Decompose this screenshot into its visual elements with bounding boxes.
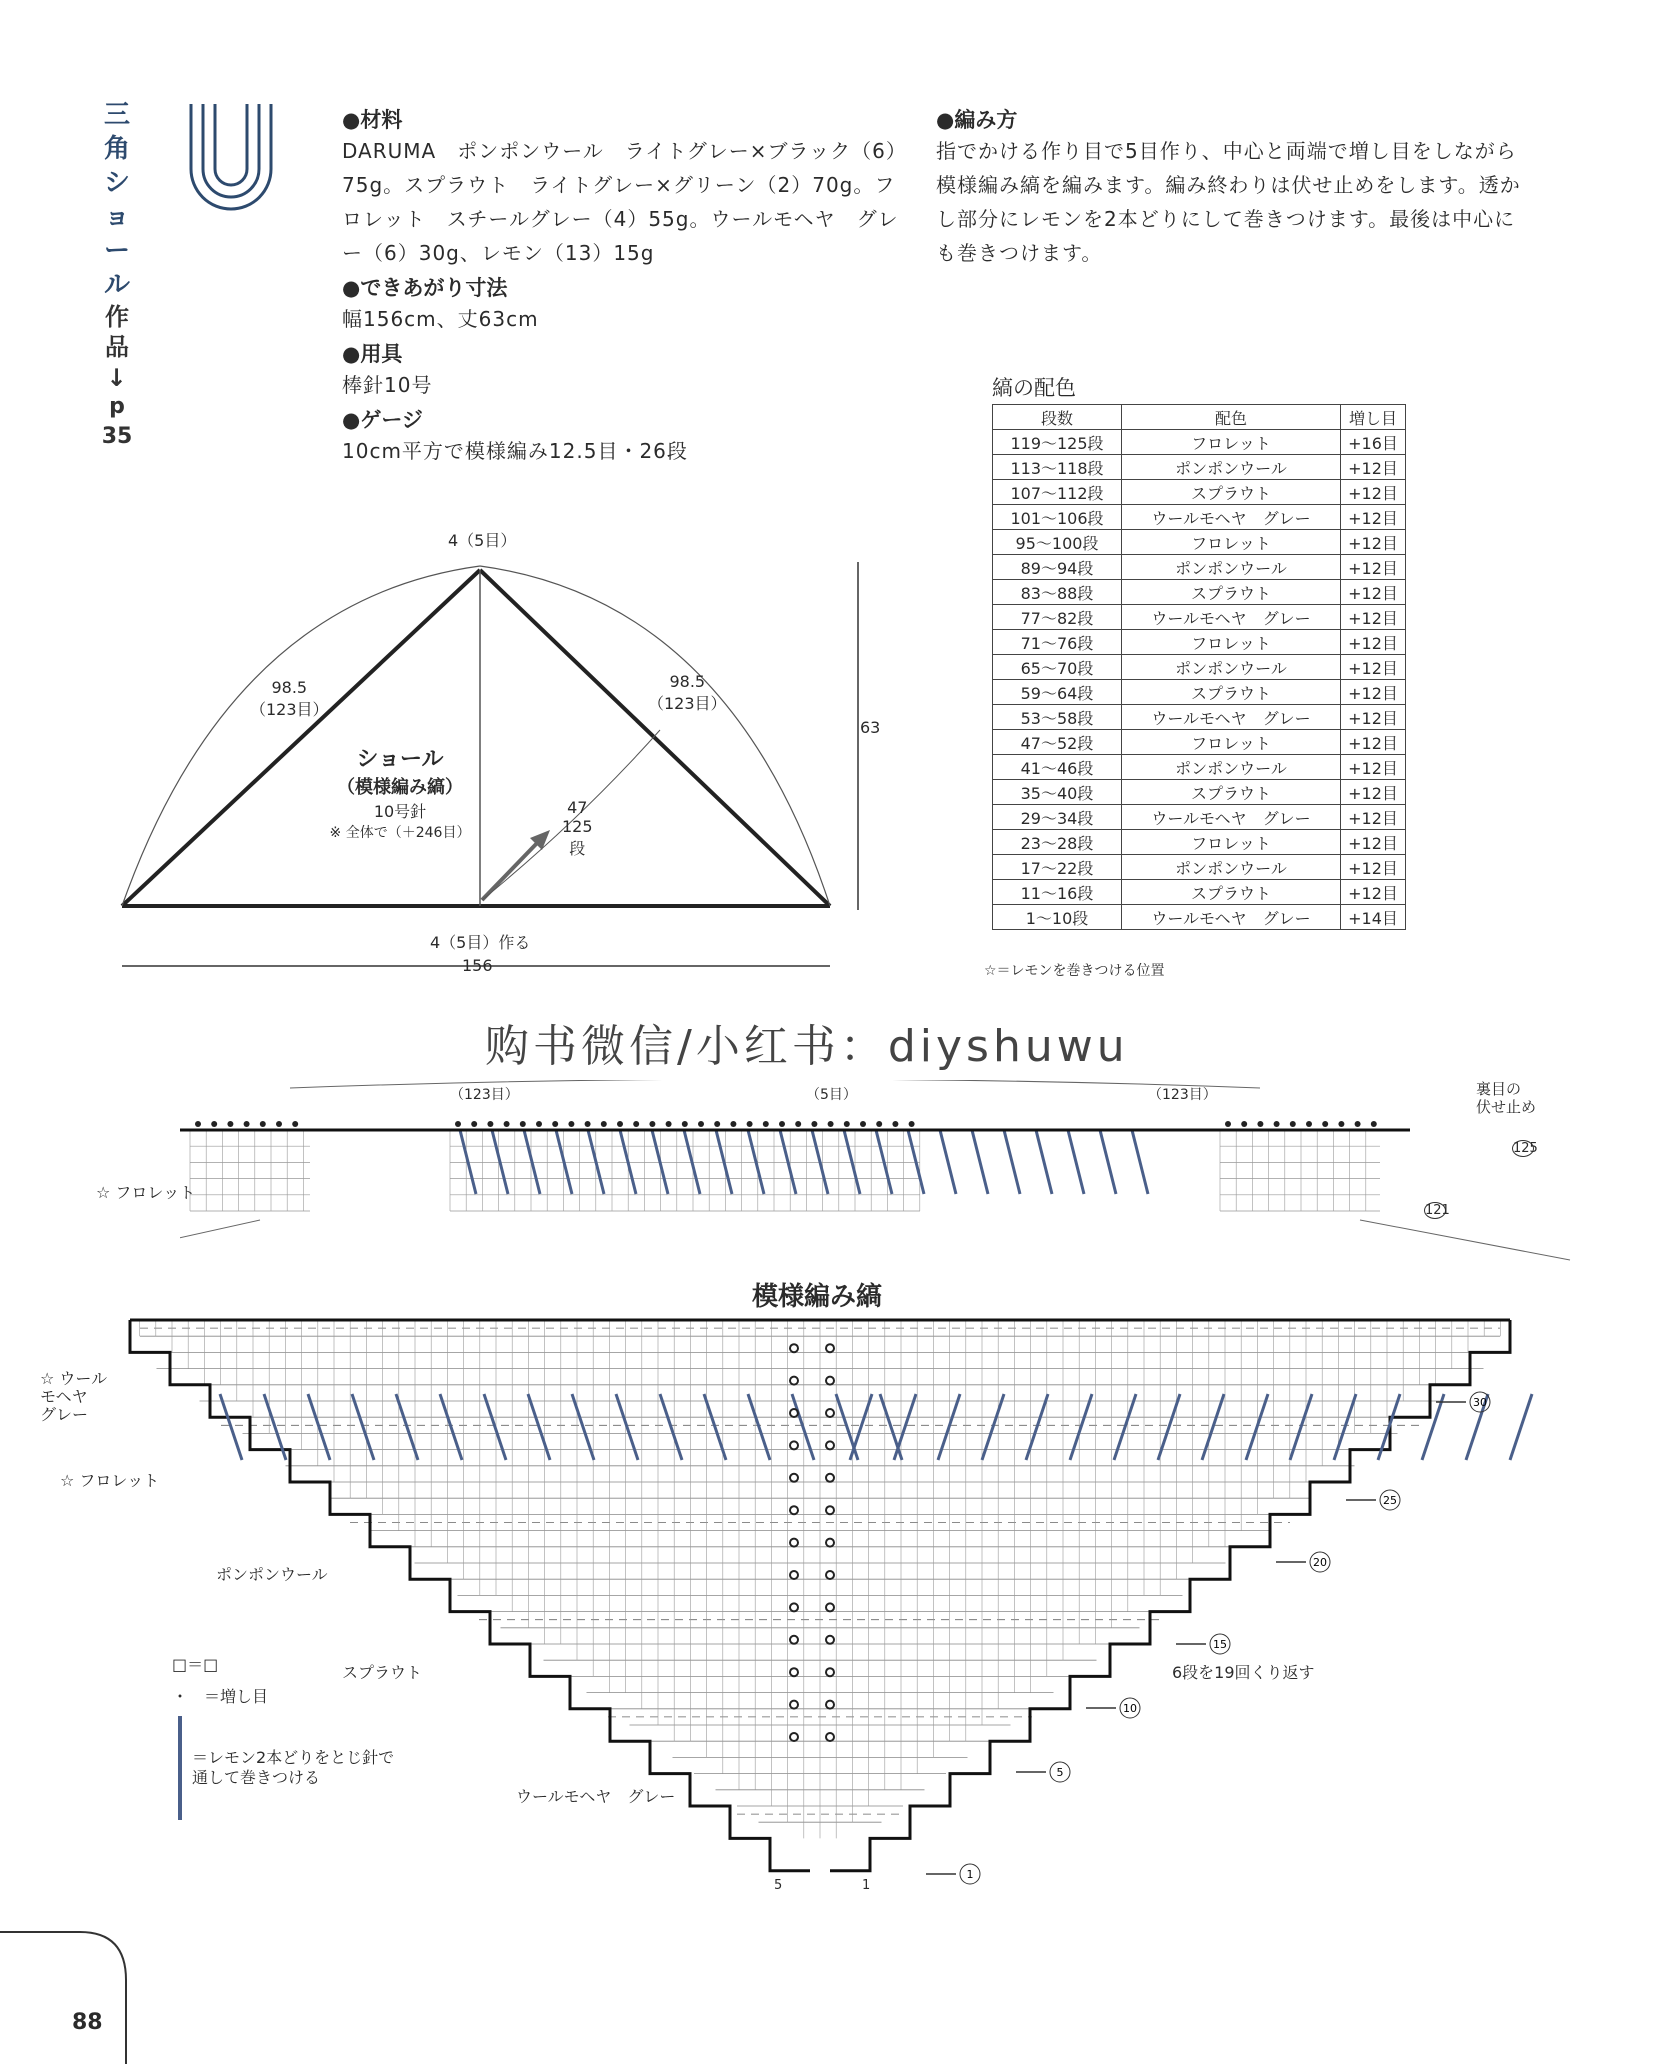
row-marker-number: 25 [1383, 1494, 1397, 1507]
stripe-rows-cell: 101〜106段 [993, 505, 1122, 530]
bind-off-dot [1225, 1121, 1231, 1127]
increase-mark [826, 1409, 834, 1417]
top-lemon-wrap [1132, 1130, 1148, 1194]
bind-off-dot [260, 1121, 266, 1127]
increase-mark [790, 1539, 798, 1547]
gauge-heading: ●ゲージ [342, 408, 423, 432]
bind-off-dot [795, 1121, 801, 1127]
label-floret: ☆ フロレット [60, 1471, 160, 1490]
left-edge-cm: 98.5 [271, 678, 308, 697]
stripe-color-cell: ウールモヘヤ グレー [1122, 905, 1341, 930]
lemon-wrap-line [220, 1394, 242, 1460]
stripe-row [993, 455, 1406, 480]
stripe-increase-cell: +12目 [1341, 755, 1406, 780]
guide-right [1360, 1220, 1570, 1260]
stripe-color-cell: ポンポンウール [1122, 855, 1341, 880]
stripe-rows-cell: 77〜82段 [993, 605, 1122, 630]
stripe-row [993, 430, 1406, 455]
center-len: 47 [567, 798, 588, 817]
lemon-wrap-line [528, 1394, 550, 1460]
stripe-increase-cell: +12目 [1341, 655, 1406, 680]
increase-mark [826, 1603, 834, 1611]
stripe-table-note: ☆＝レモンを巻きつける位置 [984, 963, 1165, 979]
top-lemon-wrap [748, 1130, 764, 1194]
shawl-pattern: （模様編み縞） [337, 777, 463, 798]
size-heading: ●できあがり寸法 [342, 276, 508, 300]
stripe-row [993, 680, 1406, 705]
bind-off-dot [568, 1121, 574, 1127]
bind-off-dot [714, 1121, 720, 1127]
bind-off-dot [747, 1121, 753, 1127]
bind-off-dot [536, 1121, 542, 1127]
top-lemon-wrap [908, 1130, 924, 1194]
main-chart [90, 1310, 1570, 1890]
increase-mark [790, 1506, 798, 1514]
lemon-wrap-line [1290, 1394, 1312, 1460]
increase-mark [790, 1571, 798, 1579]
lemon-wrap-line [308, 1394, 330, 1460]
page-number: 88 [72, 2010, 103, 2035]
stripe-color-cell: ウールモヘヤ グレー [1122, 705, 1341, 730]
lemon-wrap-line [440, 1394, 462, 1460]
stripe-table-title: 縞の配色 [992, 376, 1076, 400]
shawl-needle: 10号針 [373, 802, 427, 821]
col-label-right: 1 [862, 1878, 871, 1893]
stripe-color-cell: フロレット [1122, 430, 1341, 455]
size-text: 幅156cm、丈63cm [342, 307, 539, 331]
increase-mark [826, 1344, 834, 1352]
stripe-row [993, 805, 1406, 830]
lemon-wrap-line [572, 1394, 594, 1460]
top-bracket [290, 1080, 1260, 1088]
stripe-row [993, 705, 1406, 730]
shawl-note: ※ 全体で（＋246目） [329, 825, 471, 841]
bind-off-dot [860, 1121, 866, 1127]
gauge-text: 10cm平方で模様編み12.5目・26段 [342, 439, 688, 463]
bind-off-dot [730, 1121, 736, 1127]
legend-lemon-bar [178, 1716, 182, 1820]
bind-off-dot [585, 1121, 591, 1127]
stripe-rows-cell: 53〜58段 [993, 705, 1122, 730]
increase-mark [790, 1441, 798, 1449]
stripe-color-cell: フロレット [1122, 730, 1341, 755]
stripe-color-cell: スプラウト [1122, 780, 1341, 805]
stripe-row [993, 905, 1406, 930]
stripe-color-cell: ポンポンウール [1122, 655, 1341, 680]
increase-mark [826, 1377, 834, 1385]
materials-heading: ●材料 [342, 108, 403, 132]
stripe-rows-cell: 83〜88段 [993, 580, 1122, 605]
lemon-wrap-line [484, 1394, 506, 1460]
top-lemon-wrap [1068, 1130, 1084, 1194]
work-label: 作品 [105, 303, 129, 361]
stripe-color-cell: ウールモヘヤ グレー [1122, 605, 1341, 630]
legend-knit: □＝□ [172, 1655, 219, 1674]
bind-off-dot [276, 1121, 282, 1127]
method-heading: ●編み方 [936, 108, 1018, 132]
stripe-rows-cell: 95〜100段 [993, 530, 1122, 555]
increase-mark [790, 1668, 798, 1676]
top-lemon-wrap [460, 1130, 476, 1194]
stripe-color-cell: ウールモヘヤ グレー [1122, 805, 1341, 830]
col-header-rows: 段数 [993, 405, 1122, 430]
lemon-wrap-line [352, 1394, 374, 1460]
stripe-color-cell: ポンポンウール [1122, 755, 1341, 780]
page-ref: p 35 [101, 394, 133, 449]
label-pompon: ポンポンウール [216, 1565, 328, 1584]
lemon-wrap-line [1202, 1394, 1224, 1460]
top-color-label: ☆ フロレット [96, 1183, 196, 1202]
bind-off-dot [455, 1121, 461, 1127]
tools-text: 棒針10号 [342, 373, 433, 397]
bind-off-dot [211, 1121, 217, 1127]
stripe-rows-cell: 1〜10段 [993, 905, 1122, 930]
lemon-wrap-line [1070, 1394, 1092, 1460]
bind-off-dot [698, 1121, 704, 1127]
stripe-row [993, 880, 1406, 905]
bind-off-dot [909, 1121, 915, 1127]
bind-off-dot [682, 1121, 688, 1127]
stripe-increase-cell: +14目 [1341, 905, 1406, 930]
right-edge-cm: 98.5 [669, 672, 706, 691]
lemon-wrap-line [1114, 1394, 1136, 1460]
bind-off-dot [811, 1121, 817, 1127]
top-lemon-wrap [652, 1130, 668, 1194]
bind-off-dot [195, 1121, 201, 1127]
bind-off-dot [1274, 1121, 1280, 1127]
diagram-right-edge [648, 672, 727, 714]
increase-mark [790, 1636, 798, 1644]
stripe-row [993, 630, 1406, 655]
top-lemon-wrap [940, 1130, 956, 1194]
top-lemon-wrap [556, 1130, 572, 1194]
col-header-color: 配色 [1122, 405, 1341, 430]
bind-off-dot [227, 1121, 233, 1127]
stripe-increase-cell: +16目 [1341, 430, 1406, 455]
bind-off-dot [244, 1121, 250, 1127]
bind-off-dot [1306, 1121, 1312, 1127]
bind-off-dot [1290, 1121, 1296, 1127]
diagram-height: 63 [860, 718, 881, 737]
stripe-color-cell: スプラウト [1122, 680, 1341, 705]
col-header-increase: 増し目 [1341, 405, 1406, 430]
stripe-color-cell: ポンポンウール [1122, 455, 1341, 480]
bind-off-dot [504, 1121, 510, 1127]
bind-off-dot [828, 1121, 834, 1127]
tools-heading: ●用具 [342, 342, 403, 366]
increase-mark [826, 1571, 834, 1579]
row-marker-number: 20 [1313, 1556, 1327, 1569]
bind-off-dot [601, 1121, 607, 1127]
bind-off-dot [876, 1121, 882, 1127]
top-left-st: （123目） [450, 1087, 519, 1103]
lemon-wrap-line [982, 1394, 1004, 1460]
stripe-color-cell: ポンポンウール [1122, 555, 1341, 580]
bind-off-dot [1355, 1121, 1361, 1127]
legend-lemon: ＝レモン2本どりをとじ針で 通して巻きつける [192, 1748, 395, 1787]
bind-off-dot [1241, 1121, 1247, 1127]
lemon-wrap-line [748, 1394, 770, 1460]
row-marker-number: 5 [1056, 1766, 1064, 1779]
stripe-rows-cell: 17〜22段 [993, 855, 1122, 880]
bind-off-dot [617, 1121, 623, 1127]
vertical-title: 三角ショール [103, 100, 130, 300]
stripe-row [993, 555, 1406, 580]
materials-text: DARUMA ポンポンウール ライトグレー×ブラック（6）75g。スプラウト ライトグレー×グリーン（2）70g。フロレット スチールグレー（4）55g。ウールモヘヤ グレー（6）30g、レモン（13）15g [342, 139, 899, 265]
stripe-increase-cell: +12目 [1341, 580, 1406, 605]
stripe-color-cell: フロレット [1122, 530, 1341, 555]
stripe-increase-cell: +12目 [1341, 555, 1406, 580]
label-wool-mohair2: ウールモヘヤ グレー [516, 1787, 676, 1806]
top-lemon-wrap [1036, 1130, 1052, 1194]
diagram-bottom-label: 4（5目）作る [430, 933, 531, 952]
increase-mark [826, 1733, 834, 1741]
stripe-rows-cell: 89〜94段 [993, 555, 1122, 580]
bind-off-dot [552, 1121, 558, 1127]
increase-mark [790, 1474, 798, 1482]
stripe-increase-cell: +12目 [1341, 805, 1406, 830]
top-lemon-wrap [1100, 1130, 1116, 1194]
stripe-row [993, 605, 1406, 630]
row-marker-number: 30 [1473, 1396, 1487, 1409]
bind-off-dot [649, 1121, 655, 1127]
stripe-increase-cell: +12目 [1341, 480, 1406, 505]
lemon-wrap-line [938, 1394, 960, 1460]
stripe-increase-cell: +12目 [1341, 880, 1406, 905]
top-center-st: （5目） [806, 1087, 857, 1103]
stripe-increase-cell: +12目 [1341, 530, 1406, 555]
bind-off-dot [844, 1121, 850, 1127]
shawl-name: ショール [356, 747, 444, 772]
row-121-marker: 121 [1425, 1203, 1450, 1218]
increase-mark [826, 1539, 834, 1547]
top-lemon-wrap [876, 1130, 892, 1194]
row-125-marker: 125 [1513, 1141, 1538, 1156]
bind-off-dot [520, 1121, 526, 1127]
stripe-increase-cell: +12目 [1341, 605, 1406, 630]
stripe-row [993, 530, 1406, 555]
top-lemon-wrap [684, 1130, 700, 1194]
increase-mark [826, 1668, 834, 1676]
top-chart [180, 1080, 1580, 1270]
shawl-diagram [110, 520, 890, 990]
stripe-rows-cell: 29〜34段 [993, 805, 1122, 830]
increase-mark [826, 1441, 834, 1449]
stripe-color-cell: フロレット [1122, 630, 1341, 655]
lemon-wrap-line [1246, 1394, 1268, 1460]
stripe-color-cell: スプラウト [1122, 580, 1341, 605]
stripe-increase-cell: +12目 [1341, 830, 1406, 855]
diagram-left-edge [250, 678, 329, 720]
stripe-rows-cell: 119〜125段 [993, 430, 1122, 455]
increase-mark [790, 1377, 798, 1385]
method-section [936, 104, 1536, 270]
stripe-row [993, 480, 1406, 505]
stripe-increase-cell: +12目 [1341, 680, 1406, 705]
stripe-row [993, 505, 1406, 530]
stripe-color-cell: フロレット [1122, 830, 1341, 855]
top-lemon-wrap [812, 1130, 828, 1194]
stripe-increase-cell: +12目 [1341, 630, 1406, 655]
stripe-rows-cell: 113〜118段 [993, 455, 1122, 480]
watermark-text: 购书微信/小红书：diyshuwu [485, 1021, 1129, 1072]
top-lemon-wrap [524, 1130, 540, 1194]
stripe-rows-cell: 65〜70段 [993, 655, 1122, 680]
increase-mark [790, 1733, 798, 1741]
main-chart-title: 模様編み縞 [752, 1282, 883, 1312]
label-sprout: スプラウト [342, 1663, 423, 1682]
bind-off-dot [779, 1121, 785, 1127]
materials-section [342, 104, 902, 470]
legend-increase: ・ ＝増し目 [172, 1687, 269, 1706]
label-wool-mohair: ☆ ウール モヘヤ グレー [40, 1369, 108, 1424]
stripe-color-table [992, 404, 1406, 930]
stripe-rows-cell: 41〜46段 [993, 755, 1122, 780]
stripe-rows-cell: 35〜40段 [993, 780, 1122, 805]
row-marker-number: 10 [1123, 1702, 1137, 1715]
stripe-rows-cell: 23〜28段 [993, 830, 1122, 855]
page-tab-outline [0, 1930, 140, 2064]
increase-mark [826, 1474, 834, 1482]
arrow-icon: → [103, 366, 131, 388]
stripe-row [993, 830, 1406, 855]
stripe-color-cell: スプラウト [1122, 480, 1341, 505]
stripe-rows-cell: 11〜16段 [993, 880, 1122, 905]
top-lemon-wrap [716, 1130, 732, 1194]
lemon-wrap-line [616, 1394, 638, 1460]
stripe-increase-cell: +12目 [1341, 705, 1406, 730]
left-edge-st: （123目） [250, 700, 329, 719]
bind-off-dot [292, 1121, 298, 1127]
stripe-increase-cell: +12目 [1341, 855, 1406, 880]
stripe-increase-cell: +12目 [1341, 730, 1406, 755]
stripe-color-cell: スプラウト [1122, 880, 1341, 905]
bind-off-dot [487, 1121, 493, 1127]
letter-u-logo [186, 104, 276, 214]
diagram-width: 156 [462, 956, 493, 975]
increase-mark [790, 1344, 798, 1352]
stripe-row [993, 855, 1406, 880]
stripe-rows-cell: 47〜52段 [993, 730, 1122, 755]
stripe-increase-cell: +12目 [1341, 455, 1406, 480]
stripe-increase-cell: +12目 [1341, 780, 1406, 805]
bind-off-label: 裏目の 伏せ止め [1476, 1080, 1537, 1116]
top-lemon-wrap [844, 1130, 860, 1194]
vertical-work-ref [100, 302, 134, 452]
stripe-rows-cell: 71〜76段 [993, 630, 1122, 655]
increase-mark [790, 1603, 798, 1611]
lemon-wrap-line [836, 1394, 858, 1460]
bind-off-dot [1322, 1121, 1328, 1127]
lemon-wrap-line [1422, 1394, 1444, 1460]
stripe-increase-cell: +12目 [1341, 505, 1406, 530]
center-rows: 125 [562, 817, 593, 836]
increase-mark [790, 1701, 798, 1709]
top-lemon-wrap [972, 1130, 988, 1194]
top-lemon-wrap [1004, 1130, 1020, 1194]
diagram-center-length [562, 798, 593, 859]
stripe-rows-cell: 59〜64段 [993, 680, 1122, 705]
row-marker-number: 1 [966, 1868, 974, 1881]
bind-off-dot [1257, 1121, 1263, 1127]
lemon-wrap-line [1026, 1394, 1048, 1460]
increase-mark [826, 1506, 834, 1514]
center-unit: 段 [569, 839, 586, 858]
top-lemon-wrap [780, 1130, 796, 1194]
bind-off-dot [892, 1121, 898, 1127]
right-edge-st: （123目） [648, 694, 727, 713]
stripe-row [993, 780, 1406, 805]
bind-off-dot [1338, 1121, 1344, 1127]
stripe-row [993, 730, 1406, 755]
bind-off-dot [1371, 1121, 1377, 1127]
bind-off-dot [666, 1121, 672, 1127]
bind-off-dot [763, 1121, 769, 1127]
method-text: 指でかける作り目で5目作り、中心と両端で増し目をしながら模様編み縞を編みます。編み終わりは伏せ止めをします。透かし部分にレモンを2本どりにして巻きつけます。最後は中心にも巻きつけます。 [936, 139, 1521, 265]
stripe-rows-cell: 107〜112段 [993, 480, 1122, 505]
diagram-center-text [300, 742, 500, 842]
row-marker-number: 15 [1213, 1638, 1227, 1651]
top-lemon-wrap [492, 1130, 508, 1194]
bind-off-dot [471, 1121, 477, 1127]
stripe-color-cell: ウールモヘヤ グレー [1122, 505, 1341, 530]
label-repeat: 6段を19回くり返す [1172, 1663, 1315, 1682]
guide-left [180, 1220, 260, 1260]
increase-mark [826, 1701, 834, 1709]
stripe-row [993, 755, 1406, 780]
bind-off-dot [633, 1121, 639, 1127]
increase-mark [826, 1636, 834, 1644]
lemon-wrap-line [660, 1394, 682, 1460]
diagram-top-label: 4（5目） [448, 531, 517, 550]
lemon-wrap-line [1510, 1394, 1532, 1460]
lemon-wrap-line [880, 1394, 902, 1460]
stripe-row [993, 655, 1406, 680]
top-right-st: （123目） [1148, 1087, 1217, 1103]
col-label-left: 5 [774, 1878, 783, 1893]
stripe-row [993, 580, 1406, 605]
